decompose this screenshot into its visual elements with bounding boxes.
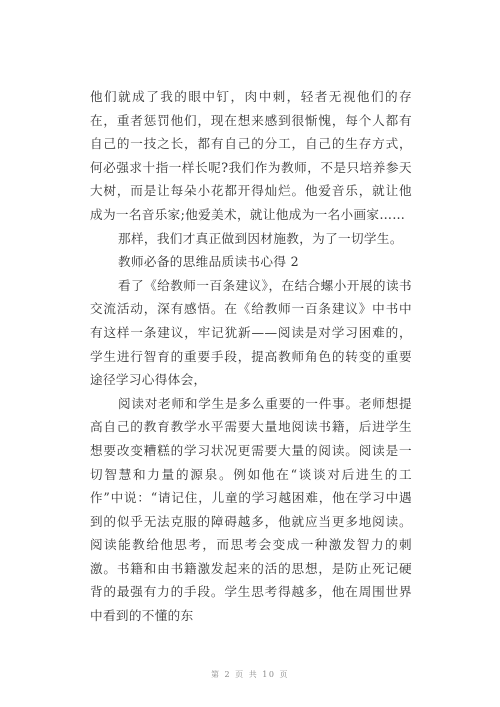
section-heading: 教师必备的思维品质读书心得 2 bbox=[118, 254, 299, 270]
paragraph: 他们就成了我的眼中钉，肉中刺，轻者无视他们的存在，重者惩罚他们，现在想来感到很惭愧，每个人都有自己的一技之长，都有自己的分工，自己的生存方式，何必强求十指一样长呢?我们作为教师，不是只培养参天大树，而是让每朵小花都开得灿烂。他爱音乐，就让他成为一名音乐家;他爱美术，就让他成为一名小画家…… bbox=[90, 89, 412, 222]
page-body bbox=[90, 85, 412, 628]
paragraph: 阅读对老师和学生是多么重要的一件事。老师想提高自己的教育教学水平需要大量地阅读书籍，后进学生想要改变糟糕的学习状况更需要大量的阅读。阅读是一切智慧和力量的源泉。例如他在“谈谈对后进生的工作”中说：“请记住，儿童的学习越困难，他在学习中遇到的似乎无法克服的障碍越多，他就应当更多地阅读。阅读能教给他思考，而思考会变成一种激发智力的刺激。书籍和由书籍激发起来的活的思想，是防止死记硬背的最强有力的手段。学生思考得越多，他在周围世界中看到的不懂的东 bbox=[90, 395, 412, 624]
paragraph: 那样，我们才真正做到因材施教，为了一切学生。 bbox=[118, 230, 403, 246]
page-number-footer: 第 2 页 共 10 页 bbox=[211, 670, 289, 679]
paragraph: 看了《给教师一百条建议》，在结合螺小开展的读书交流活动，深有感悟。在《给教师一百条建议》中书中有这样一条建议，牢记犹新——阅读是对学习困难的，学生进行智育的重要手段，提高教师角色的转变的重要途径学习心得体会， bbox=[90, 277, 412, 388]
